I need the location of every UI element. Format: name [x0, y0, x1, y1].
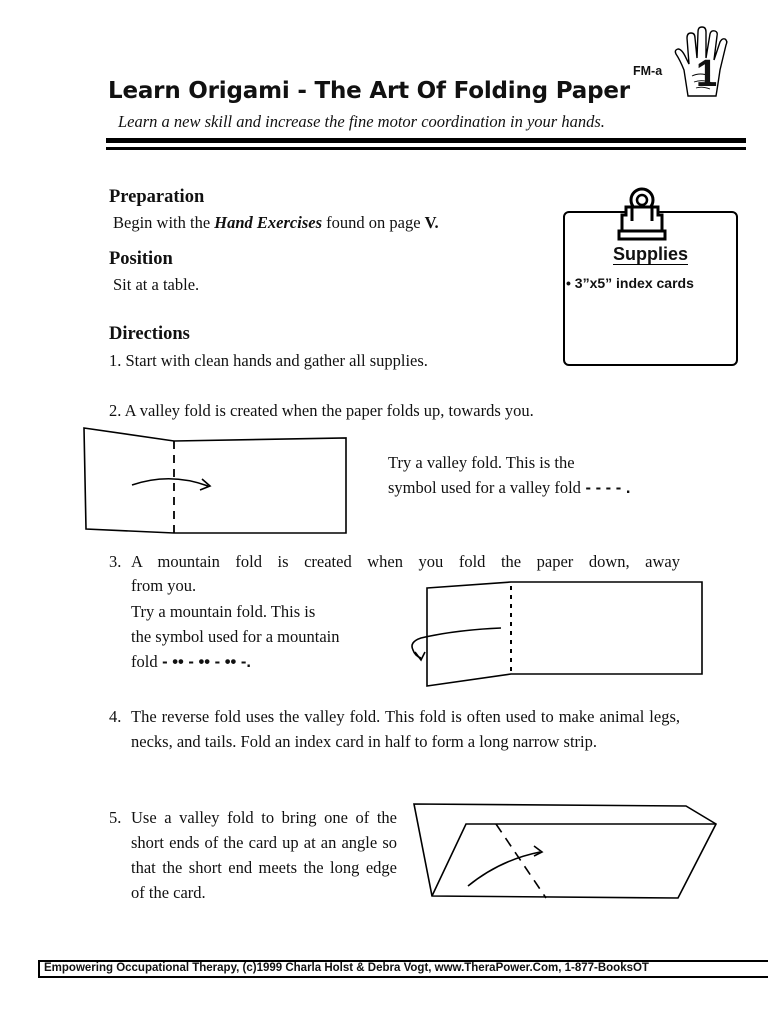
header-rule-thin	[106, 147, 746, 150]
worksheet-code: FM-a	[633, 64, 663, 78]
step-2: 2. A valley fold is created when the paper folds up, towards you.	[109, 401, 534, 420]
step-4-text: The reverse fold uses the valley fold. This fold is often used to make animal legs, necks, and tails. Fold an index card in half to form a long narrow strip.	[131, 707, 680, 751]
page-subtitle: Learn a new skill and increase the fine motor coordination in your hands.	[118, 112, 605, 131]
step-5-number: 5.	[109, 808, 122, 827]
supplies-item: • 3”x5” index cards	[566, 275, 694, 291]
valley-fold-note: Try a valley fold. This is the symbol used for a valley fold - - - - .	[388, 453, 631, 497]
mountain-fold-symbol: - •• - •• - •• -.	[157, 653, 251, 671]
step-3-line-1: A mountain fold is created when you fold the paper down, away	[131, 552, 680, 571]
position-heading: Position	[109, 249, 173, 269]
valley-fold-illustration	[80, 424, 352, 536]
directions-heading: Directions	[109, 324, 190, 344]
mountain-fold-illustration	[405, 580, 705, 690]
clipboard-clip-icon	[614, 187, 670, 245]
hand-exercises-emphasis: Hand Exercises	[214, 213, 322, 232]
preparation-text: Begin with the Hand Exercises found on page V.	[113, 213, 439, 232]
supplies-title: Supplies	[612, 244, 688, 264]
page-title: Learn Origami - The Art Of Folding Paper	[108, 78, 630, 104]
header-rule	[106, 138, 746, 143]
footer-rule-left	[38, 960, 40, 977]
step-5-text: Use a valley fold to bring one of the short ends of the card up at an angle so that the short end meets the long edge of the card.	[131, 808, 397, 902]
position-text: Sit at a table.	[113, 275, 200, 294]
step-3-number: 3.	[109, 552, 122, 571]
step-4-number: 4.	[109, 707, 122, 726]
preparation-heading: Preparation	[109, 187, 205, 207]
footer-rule-bottom	[38, 976, 768, 978]
step-3-line-2: from you.	[131, 576, 197, 595]
valley-fold-symbol: - - - - .	[580, 479, 631, 497]
reverse-fold-illustration	[410, 800, 726, 902]
badge-number: 1	[696, 53, 718, 95]
mountain-fold-note: Try a mountain fold. This is the symbol used for a mountain fold - •• - •• - •• -.	[131, 602, 340, 671]
footer-credit: Empowering Occupational Therapy, (c)1999 Charla Holst & Debra Vogt, www.TheraPower.Com, 1-877-BooksOT	[44, 962, 649, 974]
step-1: 1. Start with clean hands and gather all supplies.	[109, 351, 428, 370]
